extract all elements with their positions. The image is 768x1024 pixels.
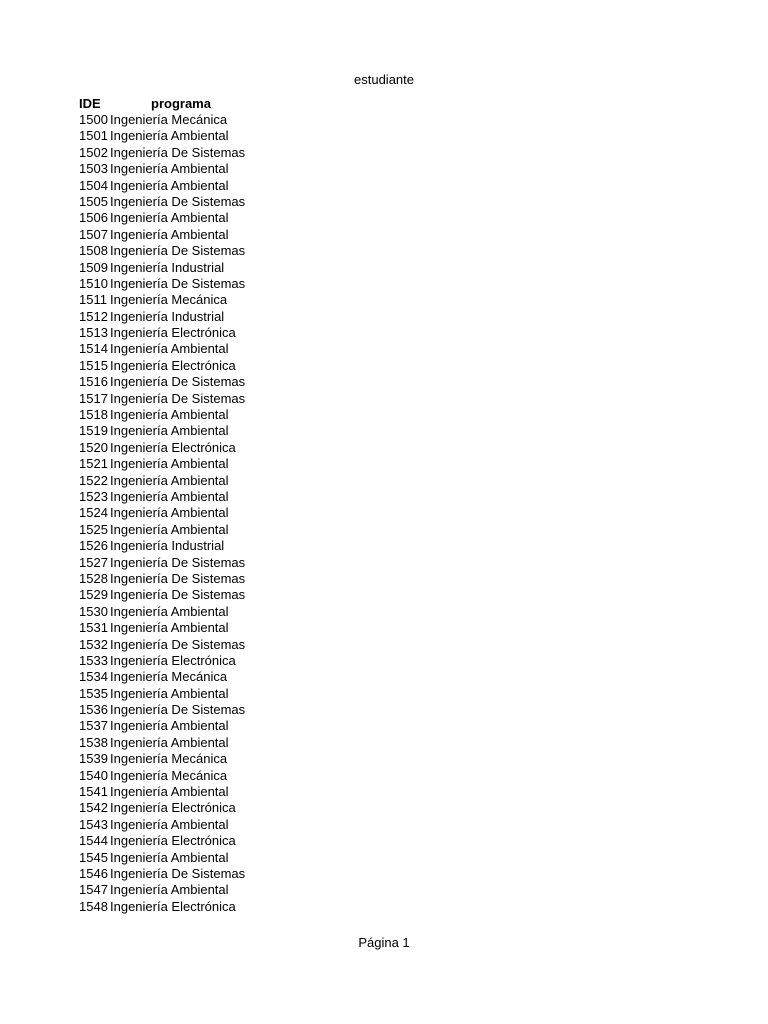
cell-ide: 1522 — [79, 472, 108, 488]
page-number: Página 1 — [358, 935, 410, 950]
column-header-ide: IDE — [79, 96, 101, 111]
table-row — [79, 276, 245, 292]
table-row — [79, 637, 245, 653]
cell-ide: 1529 — [79, 587, 108, 603]
cell-programa: Ingeniería Ambiental — [110, 210, 229, 226]
cell-ide: 1500 — [79, 112, 108, 127]
table-row — [79, 292, 245, 308]
cell-programa: Ingeniería Electrónica — [110, 833, 236, 849]
cell-ide: 1524 — [79, 505, 108, 521]
cell-programa: Ingeniería Ambiental — [110, 472, 229, 488]
table-row — [79, 440, 245, 456]
table-row — [79, 833, 245, 849]
cell-programa: Ingeniería Mecánica — [110, 292, 228, 308]
table-row — [79, 112, 245, 128]
cell-programa: Ingeniería Ambiental — [110, 177, 229, 193]
table-row — [79, 899, 245, 915]
data-table — [79, 96, 245, 915]
table-row — [79, 128, 245, 144]
cell-programa: Ingeniería Ambiental — [110, 407, 229, 423]
cell-ide: 1528 — [79, 570, 108, 586]
table-row — [79, 686, 245, 702]
table-row — [79, 473, 245, 489]
table-row — [79, 817, 245, 833]
table-row — [79, 489, 245, 505]
table-row — [79, 882, 245, 898]
cell-ide: 1539 — [79, 751, 108, 767]
cell-ide: 1534 — [79, 669, 108, 685]
table-row — [79, 702, 245, 718]
cell-ide: 1530 — [79, 603, 108, 619]
table-row — [79, 194, 245, 210]
cell-ide: 1508 — [79, 243, 108, 259]
cell-ide: 1512 — [79, 308, 108, 324]
cell-programa: Ingeniería De Sistemas — [110, 144, 246, 160]
table-row — [79, 850, 245, 866]
table-row — [79, 391, 245, 407]
cell-programa: Ingeniería Ambiental — [110, 226, 229, 242]
cell-ide: 1513 — [79, 325, 108, 341]
cell-programa: Ingeniería De Sistemas — [110, 636, 246, 652]
cell-ide: 1518 — [79, 407, 108, 423]
table-row — [79, 620, 245, 636]
cell-ide: 1536 — [79, 702, 108, 718]
cell-programa: Ingeniería Mecánica — [110, 669, 228, 685]
cell-ide: 1527 — [79, 554, 108, 570]
table-row — [79, 587, 245, 603]
cell-ide: 1506 — [79, 210, 108, 226]
cell-ide: 1505 — [79, 193, 108, 209]
cell-programa: Ingeniería Ambiental — [110, 521, 229, 537]
cell-programa: Ingeniería De Sistemas — [110, 275, 246, 291]
table-row — [79, 538, 245, 554]
cell-programa: Ingeniería Mecánica — [110, 767, 228, 783]
cell-ide: 1541 — [79, 784, 108, 800]
cell-ide: 1526 — [79, 538, 108, 554]
cell-ide: 1517 — [79, 390, 108, 406]
table-row — [79, 866, 245, 882]
cell-ide: 1511 — [79, 292, 107, 308]
table-row — [79, 423, 245, 439]
cell-ide: 1520 — [79, 439, 108, 455]
cell-programa: Ingeniería Ambiental — [110, 734, 229, 750]
table-row — [79, 358, 245, 374]
table-row — [79, 522, 245, 538]
cell-ide: 1523 — [79, 488, 108, 504]
table-row — [79, 407, 245, 423]
cell-programa: Ingeniería Mecánica — [110, 751, 228, 767]
table-row — [79, 374, 245, 390]
table-row — [79, 505, 245, 521]
table-row — [79, 653, 245, 669]
cell-programa: Ingeniería Mecánica — [110, 112, 228, 127]
table-row — [79, 161, 245, 177]
table-row — [79, 669, 245, 685]
cell-programa: Ingeniería Electrónica — [110, 439, 236, 455]
cell-programa: Ingeniería Ambiental — [110, 488, 229, 504]
table-row — [79, 309, 245, 325]
cell-ide: 1521 — [79, 456, 108, 472]
cell-ide: 1535 — [79, 685, 108, 701]
cell-ide: 1514 — [79, 341, 108, 357]
cell-ide: 1531 — [79, 620, 108, 636]
cell-programa: Ingeniería Ambiental — [110, 685, 229, 701]
cell-programa: Ingeniería De Sistemas — [110, 554, 246, 570]
table-row — [79, 243, 245, 259]
page-title: estudiante — [354, 72, 414, 87]
table-row — [79, 768, 245, 784]
cell-ide: 1540 — [79, 767, 108, 783]
table-row — [79, 751, 245, 767]
cell-ide: 1532 — [79, 636, 108, 652]
table-row — [79, 456, 245, 472]
cell-ide: 1547 — [79, 882, 108, 898]
cell-ide: 1509 — [79, 259, 108, 275]
cell-programa: Ingeniería Industrial — [110, 259, 225, 275]
cell-ide: 1525 — [79, 521, 108, 537]
cell-programa: Ingeniería De Sistemas — [110, 390, 246, 406]
cell-ide: 1538 — [79, 734, 108, 750]
cell-programa: Ingeniería Ambiental — [110, 849, 229, 865]
cell-ide: 1519 — [79, 423, 108, 439]
cell-programa: Ingeniería Industrial — [110, 308, 225, 324]
cell-programa: Ingeniería Ambiental — [110, 620, 229, 636]
cell-programa: Ingeniería Ambiental — [110, 456, 229, 472]
cell-programa: Ingeniería De Sistemas — [110, 570, 246, 586]
table-row — [79, 325, 245, 341]
cell-programa: Ingeniería Ambiental — [110, 128, 229, 144]
cell-programa: Ingeniería Ambiental — [110, 161, 229, 177]
cell-ide: 1546 — [79, 865, 108, 881]
table-row — [79, 210, 245, 226]
cell-ide: 1504 — [79, 177, 108, 193]
cell-programa: Ingeniería De Sistemas — [110, 702, 246, 718]
table-row — [79, 718, 245, 734]
cell-programa: Ingeniería Ambiental — [110, 816, 229, 832]
cell-programa: Ingeniería Ambiental — [110, 718, 229, 734]
cell-ide: 1507 — [79, 226, 108, 242]
cell-programa: Ingeniería Electrónica — [110, 357, 236, 373]
table-row — [79, 571, 245, 587]
cell-ide: 1501 — [79, 128, 108, 144]
table-header-row — [79, 96, 245, 112]
cell-ide: 1548 — [79, 898, 108, 914]
cell-programa: Ingeniería De Sistemas — [110, 587, 246, 603]
cell-ide: 1543 — [79, 816, 108, 832]
table-row — [79, 555, 245, 571]
cell-programa: Ingeniería Ambiental — [110, 882, 229, 898]
cell-ide: 1545 — [79, 849, 108, 865]
cell-ide: 1516 — [79, 374, 108, 390]
column-header-programa: programa — [151, 96, 211, 111]
cell-programa: Ingeniería Industrial — [110, 538, 225, 554]
table-row — [79, 260, 245, 276]
cell-programa: Ingeniería De Sistemas — [110, 374, 246, 390]
table-row — [79, 341, 245, 357]
table-row — [79, 604, 245, 620]
table-row — [79, 145, 245, 161]
cell-programa: Ingeniería De Sistemas — [110, 865, 246, 881]
cell-ide: 1537 — [79, 718, 108, 734]
cell-programa: Ingeniería Electrónica — [110, 325, 236, 341]
cell-programa: Ingeniería Electrónica — [110, 652, 236, 668]
table-row — [79, 178, 245, 194]
cell-programa: Ingeniería Ambiental — [110, 784, 229, 800]
cell-programa: Ingeniería Ambiental — [110, 603, 229, 619]
table-row — [79, 784, 245, 800]
cell-ide: 1533 — [79, 652, 108, 668]
table-body — [79, 112, 245, 915]
cell-ide: 1515 — [79, 357, 108, 373]
table-row — [79, 227, 245, 243]
cell-programa: Ingeniería Ambiental — [110, 341, 229, 357]
table-row — [79, 735, 245, 751]
cell-ide: 1510 — [79, 275, 108, 291]
cell-ide: 1502 — [79, 144, 108, 160]
cell-programa: Ingeniería Electrónica — [110, 898, 236, 914]
table-row — [79, 800, 245, 816]
cell-programa: Ingeniería De Sistemas — [110, 243, 246, 259]
cell-programa: Ingeniería De Sistemas — [110, 193, 246, 209]
cell-ide: 1542 — [79, 800, 108, 816]
cell-ide: 1503 — [79, 161, 108, 177]
cell-programa: Ingeniería Electrónica — [110, 800, 236, 816]
cell-programa: Ingeniería Ambiental — [110, 423, 229, 439]
cell-ide: 1544 — [79, 833, 108, 849]
cell-programa: Ingeniería Ambiental — [110, 505, 229, 521]
